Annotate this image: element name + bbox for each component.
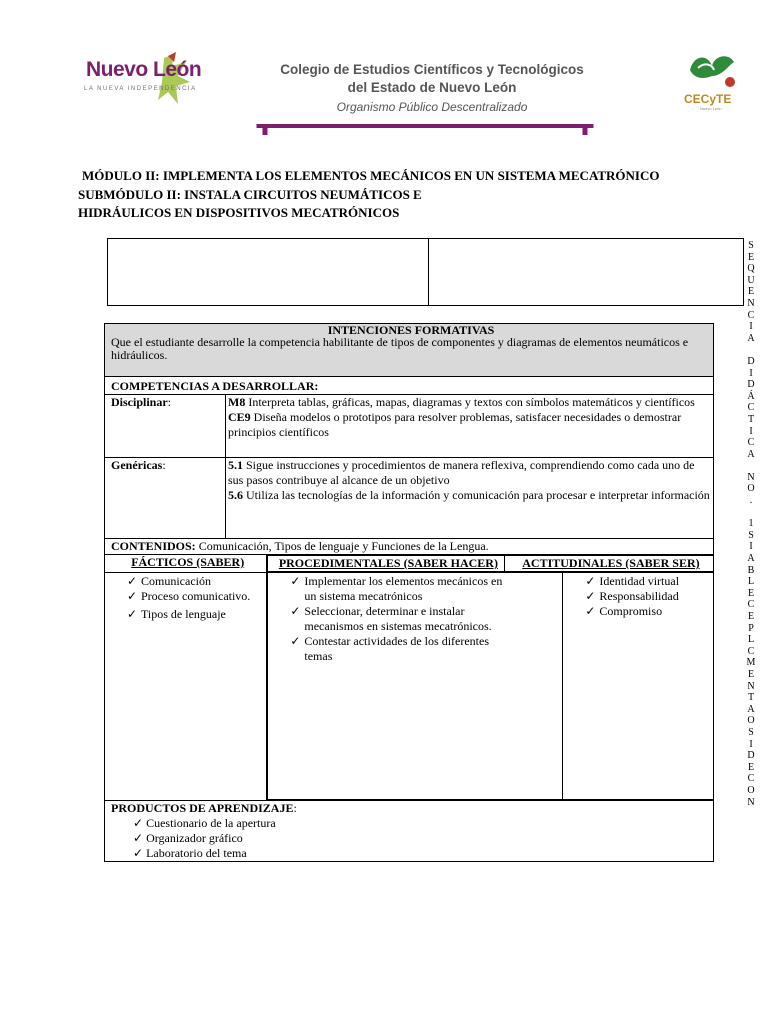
contents-lists-row — [105, 572, 714, 801]
products-item — [111, 816, 711, 831]
nuevo-leon-logo — [84, 52, 224, 114]
disciplinar-code: M8 — [228, 395, 246, 409]
products-cell — [105, 801, 714, 862]
genericas-item — [228, 458, 711, 488]
factual-item-text: Tipos de lenguaje — [141, 606, 226, 621]
vertical-letter: A — [747, 448, 755, 460]
nuevo-leon-logo-tagline: LA NUEVA INDEPENDENCIA — [84, 86, 197, 92]
check-icon: ✓ — [133, 831, 144, 845]
contents-text: Comunicación, Tipos de lenguaje y Funciones de la Lengua. — [195, 539, 489, 553]
check-icon: ✓ — [127, 606, 138, 621]
products-item — [111, 831, 711, 846]
vertical-letter: L — [747, 634, 755, 646]
cecyte-logo-mark — [684, 52, 740, 92]
contents-headings-right — [267, 555, 714, 573]
vertical-letter: A — [747, 332, 755, 344]
check-icon: ✓ — [127, 573, 138, 588]
intentions-text: Que el estudiante desarrolle la competencia habilitante de tipos de componentes y diagramas de elementos neumáticos e hidráulicos. — [111, 335, 689, 362]
cecyte-logo-subtext: Nuevo León — [700, 106, 722, 111]
vertical-letter: D — [747, 355, 755, 367]
vertical-letter: P — [748, 622, 754, 634]
disciplinar-code: CE9 — [228, 410, 251, 424]
attitudinal-list — [563, 573, 713, 800]
disciplinar-text: Diseña modelos o prototipos para resolver problemas, satisfacer necesidades o demostrar principios científicos — [228, 410, 682, 439]
procedural-heading-text: PROCEDIMENTALES (SABER HACER) — [278, 556, 498, 570]
procedural-item — [274, 634, 502, 664]
vertical-letter: N — [747, 297, 755, 309]
genericas-text: Sigue instrucciones y procedimientos de manera reflexiva, comprendiendo como cada uno de sus pasos contribuye al alcance de un objetivo — [228, 458, 695, 487]
vertical-letter: C — [747, 309, 755, 321]
vertical-letter: E — [747, 611, 755, 622]
genericas-code: 5.1 — [228, 458, 243, 472]
vertical-letter: I — [749, 425, 753, 437]
check-icon: ✓ — [585, 589, 596, 603]
cecyte-logo-text: CECyTE — [684, 92, 732, 106]
blank-info-cell-right — [429, 239, 744, 306]
vertical-letter: S — [748, 529, 754, 541]
check-icon: ✓ — [290, 634, 301, 648]
disciplinar-row — [105, 395, 714, 458]
vertical-letter: A — [747, 703, 755, 715]
genericas-text: Utiliza las tecnologías de la información y comunicación para procesar e interpretar información — [243, 488, 710, 502]
attitudinal-item — [569, 574, 710, 589]
attitudinal-item — [569, 604, 710, 619]
cecyte-logo — [682, 52, 742, 114]
vertical-letter: I — [749, 367, 753, 379]
nuevo-leon-logo-text: Nuevo León — [86, 58, 202, 81]
vertical-letter: N — [747, 471, 755, 483]
disciplinar-label-cell: Disciplinar: — [105, 395, 226, 458]
vertical-letter: A — [747, 553, 755, 565]
procedural-list — [268, 573, 563, 800]
vertical-letter — [746, 460, 756, 472]
disciplinar-content — [226, 395, 714, 458]
vertical-letter — [746, 507, 756, 519]
factual-item — [111, 574, 264, 589]
submodule-title-line-1: SUBMÓDULO II: INSTALA CIRCUITOS NEUMÁTICOS E — [78, 187, 422, 202]
check-icon: ✓ — [127, 588, 138, 603]
intentions-heading: INTENCIONES FORMATIVAS — [327, 323, 495, 337]
factual-item — [111, 589, 264, 604]
check-icon: ✓ — [585, 574, 596, 588]
vertical-letter — [746, 344, 756, 356]
submodule-title-line-2: HIDRÁULICOS EN DISPOSITIVOS MECATRÓNICOS — [78, 205, 400, 220]
attitudinal-item-text: Responsabilidad — [599, 589, 679, 603]
vertical-letter: O — [747, 483, 755, 495]
attitudinal-item-text: Compromiso — [599, 604, 663, 618]
products-heading-line: PRODUCTOS DE APRENDIZAJE: — [111, 801, 297, 815]
factual-item-text: Proceso comunicativo. — [141, 588, 251, 603]
vertical-letter: D — [747, 379, 755, 391]
contents-label: CONTENIDOS: — [111, 539, 196, 553]
vertical-letter: E — [747, 668, 755, 680]
vertical-letter: C — [747, 402, 755, 414]
procedural-item — [274, 604, 502, 634]
products-item — [111, 846, 711, 861]
genericas-row — [105, 458, 714, 539]
vertical-letter: S — [748, 726, 754, 738]
vertical-letter: E — [747, 251, 755, 263]
vertical-letter: I — [749, 541, 753, 553]
procedural-item-text: Contestar actividades de los diferentes temas — [304, 634, 489, 663]
vertical-letter: E — [747, 286, 755, 298]
institution-line-1: Colegio de Estudios Científicos y Tecnológicos — [280, 62, 584, 77]
vertical-letter: T — [747, 413, 755, 425]
vertical-letter: C — [747, 645, 755, 657]
vertical-letter: M — [746, 657, 756, 669]
contents-headings-subtable — [267, 555, 713, 572]
contents-cell — [105, 539, 714, 555]
factual-heading — [105, 555, 267, 573]
disciplinar-item — [228, 410, 711, 440]
vertical-letter: C — [747, 437, 755, 449]
vertical-letter: C — [747, 599, 755, 611]
disciplinar-text: Interpreta tablas, gráficas, mapas, diagramas y textos con símbolos matemáticos y científicos — [245, 395, 695, 409]
factual-item — [111, 607, 264, 622]
attitudinal-item — [569, 589, 710, 604]
products-heading: PRODUCTOS DE APRENDIZAJE — [111, 801, 294, 815]
intentions-row — [105, 324, 714, 377]
header-divider-bar — [88, 124, 762, 136]
planning-table — [104, 323, 714, 862]
vertical-letter: U — [747, 274, 755, 286]
procedural-item-text: Implementar los elementos mecánicos en un sistema mecatrónicos — [304, 574, 503, 603]
vertical-letter: I — [749, 738, 753, 750]
intentions-cell — [105, 324, 714, 377]
institution-line-3: Organismo Público Descentralizado — [336, 100, 528, 114]
attitudinal-item-text: Identidad virtual — [599, 574, 680, 588]
products-item-text: Organizador gráfico — [146, 831, 243, 845]
vertical-letter: E — [747, 761, 755, 773]
vertical-letter: O — [747, 784, 755, 796]
vertical-letter: Q — [747, 263, 755, 275]
disciplinar-label: Disciplinar — [111, 395, 168, 409]
vertical-letter: D — [747, 750, 755, 762]
vertical-letter: O — [747, 715, 755, 727]
procedural-item-text: Seleccionar, determinar e instalar mecanismos en sistemas mecatrónicos. — [304, 604, 492, 633]
genericas-item — [228, 488, 711, 503]
attitudinal-heading — [505, 556, 713, 572]
genericas-code: 5.6 — [228, 488, 243, 502]
vertical-letter: 1 — [748, 518, 754, 530]
institution-name — [232, 61, 632, 117]
check-icon: ✓ — [290, 574, 301, 588]
products-row — [105, 801, 714, 862]
check-icon: ✓ — [133, 846, 144, 860]
institution-line-2: del Estado de Nuevo León — [347, 80, 517, 95]
vertical-letter: I — [749, 321, 753, 333]
blank-info-cell-left — [108, 239, 429, 306]
vertical-letter: S — [748, 240, 754, 251]
contents-headings-row — [105, 555, 714, 573]
products-item-text: Laboratorio del tema — [146, 846, 247, 860]
products-item-text: Cuestionario de la apertura — [146, 816, 276, 830]
vertical-letter: T — [747, 692, 755, 704]
vertical-letter: B — [747, 564, 755, 576]
vertical-letter: L — [747, 576, 755, 588]
vertical-letter: C — [747, 773, 755, 785]
vertical-sidebar-text — [746, 240, 756, 808]
genericas-label-cell: Genéricas: — [105, 458, 226, 539]
procedural-item — [274, 574, 502, 604]
competencies-heading: COMPETENCIAS A DESARROLLAR: — [105, 377, 714, 395]
procedural-heading — [268, 556, 505, 572]
vertical-letter: Á — [747, 390, 755, 402]
check-icon: ✓ — [133, 816, 144, 830]
genericas-label: Genéricas — [111, 458, 163, 472]
contents-row — [105, 539, 714, 555]
factual-heading-text: FÁCTICOS (SABER) — [131, 555, 245, 569]
vertical-letter: . — [749, 495, 753, 507]
check-icon: ✓ — [290, 604, 301, 618]
vertical-letter: E — [747, 587, 755, 599]
contents-lists-subtable — [267, 572, 713, 800]
vertical-letter: N — [747, 680, 755, 692]
disciplinar-item — [228, 395, 711, 410]
competencies-heading-row — [105, 377, 714, 395]
blank-info-table — [107, 238, 744, 306]
factual-list — [105, 572, 267, 801]
vertical-letter: N — [747, 796, 755, 808]
module-title: MÓDULO II: IMPLEMENTA LOS ELEMENTOS MECÁNICOS EN UN SISTEMA MECATRÓNICO — [82, 168, 660, 183]
check-icon: ✓ — [585, 604, 596, 618]
contents-lists-right — [267, 572, 714, 801]
factual-item-text: Comunicación — [141, 573, 211, 588]
genericas-content — [226, 458, 714, 539]
attitudinal-heading-text: ACTITUDINALES (SABER SER) — [522, 556, 700, 570]
